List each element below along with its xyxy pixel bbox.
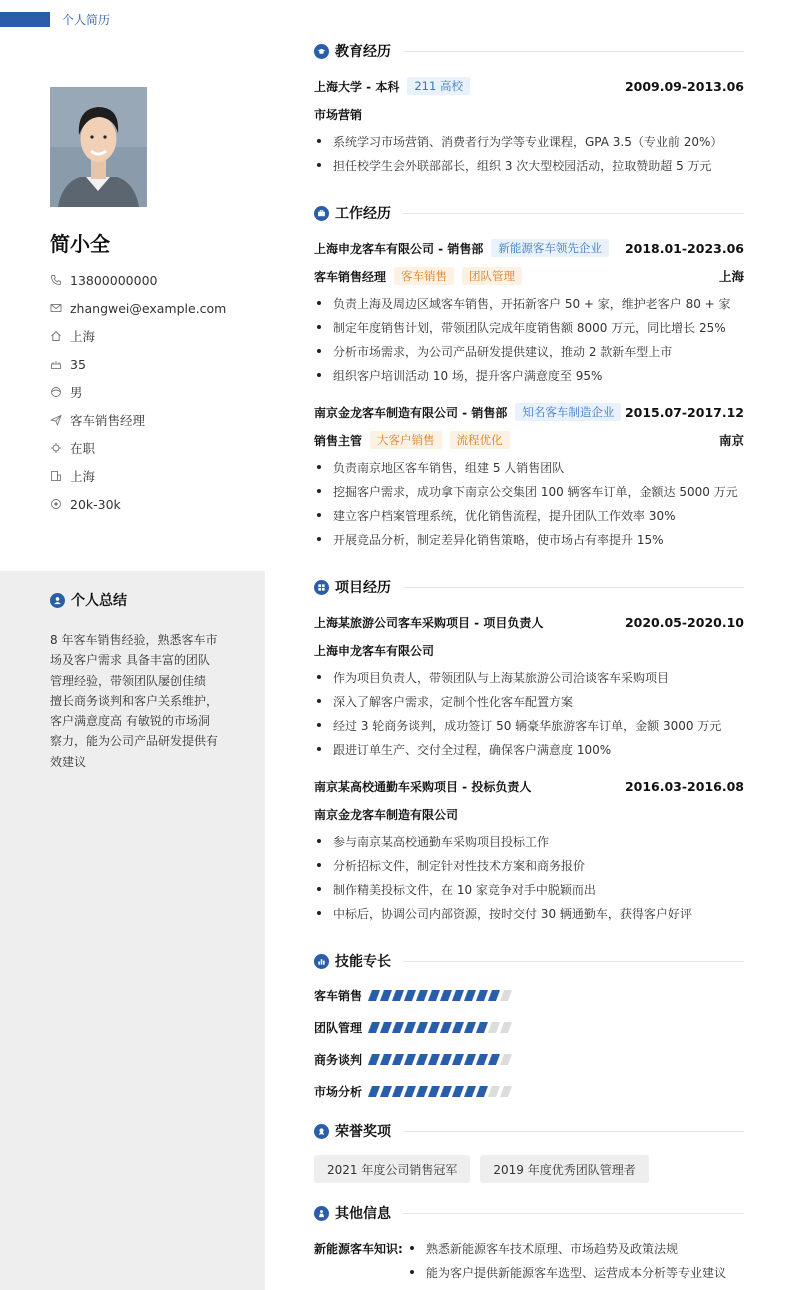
awards-title: 荣誉奖项	[335, 1124, 391, 1140]
skill-level-bar	[370, 1022, 510, 1033]
info-row-salary	[50, 490, 226, 518]
list-item: 熟悉新能源客车技术原理、市场趋势及政策法规	[410, 1236, 726, 1260]
skill-segment-filled	[380, 990, 392, 1001]
list-item: 系统学习市场营销、消费者行为学等专业课程，GPA 3.5（专业前 20%）	[314, 129, 744, 153]
skill-segment-filled	[464, 990, 476, 1001]
projects-title: 项目经历	[335, 580, 391, 596]
job-header-row	[314, 403, 744, 421]
job-company: 南京金龙客车制造有限公司 - 销售部	[314, 405, 508, 420]
info-row-email	[50, 294, 226, 322]
skill-segment-filled	[452, 1054, 464, 1065]
awards-list	[314, 1155, 649, 1183]
skill-row	[314, 1083, 510, 1099]
skill-segment-filled	[368, 1022, 380, 1033]
skill-segment-filled	[392, 1054, 404, 1065]
project-org-row	[314, 641, 744, 659]
info-row-status	[50, 434, 226, 462]
skill-tag: 流程优化	[450, 431, 510, 449]
job-role-row	[314, 431, 744, 449]
other-label: 新能源客车知识:	[314, 1241, 403, 1256]
skill-segment-filled	[440, 990, 452, 1001]
skill-segment-filled	[476, 1086, 488, 1097]
graduation-cap-icon	[314, 44, 329, 59]
work-title: 工作经历	[335, 206, 391, 222]
education-school: 上海大学 - 本科	[314, 79, 400, 94]
education-major-row	[314, 105, 744, 123]
project-name: 上海某旅游公司客车采购项目 - 项目负责人	[314, 615, 544, 630]
skill-segment-filled	[380, 1022, 392, 1033]
skill-segment-empty	[488, 1086, 500, 1097]
skill-segment-filled	[368, 990, 380, 1001]
list-item: 分析市场需求，为公司产品研发提供建议，推动 2 款新车型上市	[314, 339, 744, 363]
skill-row	[314, 1019, 510, 1035]
award-icon	[314, 1124, 329, 1139]
list-item: 经过 3 轮商务谈判，成功签订 50 辆豪华旅游客车订单，金额 3000 万元	[314, 713, 744, 737]
list-item: 作为项目负责人，带领团队与上海某旅游公司洽谈客车采购项目	[314, 665, 744, 689]
summary-text: 8 年客车销售经验，熟悉客车市场及客户需求 具备丰富的团队管理经验，带领团队屡创佳绩 擅长商务谈判和客户关系维护，客户满意度高 有敏锐的市场洞察力，能为公司产品研发提供有效建议	[50, 633, 219, 769]
award-badge: 2019 年度优秀团队管理者	[480, 1155, 648, 1183]
work-section-heading	[314, 203, 744, 223]
award-badge: 2021 年度公司销售冠军	[314, 1155, 470, 1183]
skill-segment-filled	[416, 990, 428, 1001]
header-accent-bar	[0, 12, 50, 27]
personal-summary	[50, 590, 220, 772]
job-role-row	[314, 267, 744, 285]
salary-text: 20k-30k	[70, 496, 121, 512]
resume-header-tag	[0, 12, 110, 27]
gender-text: 男	[70, 385, 83, 400]
skill-segment-empty	[500, 1054, 512, 1065]
skill-segment-filled	[416, 1022, 428, 1033]
list-item: 负责上海及周边区域客车销售，开拓新客户 50 + 家，维护老客户 80 + 家	[314, 291, 744, 315]
skill-segment-filled	[440, 1022, 452, 1033]
skill-segment-filled	[452, 990, 464, 1001]
mail-icon	[50, 302, 62, 314]
list-item: 分析招标文件，制定针对性技术方案和商务报价	[314, 853, 744, 877]
briefcase-icon	[314, 206, 329, 221]
list-item: 负责南京地区客车销售，组建 5 人销售团队	[314, 455, 744, 479]
skill-segment-filled	[464, 1022, 476, 1033]
section-divider	[403, 1213, 744, 1214]
job-date: 2015.07-2017.12	[624, 404, 744, 420]
other-section-heading	[314, 1203, 744, 1223]
project-bullets	[314, 829, 744, 925]
list-item: 制作精美投标文件，在 10 家竞争对手中脱颖而出	[314, 877, 744, 901]
skill-segment-filled	[476, 1022, 488, 1033]
skill-segment-empty	[488, 1022, 500, 1033]
projects-section-heading	[314, 577, 744, 597]
skill-segment-empty	[500, 1022, 512, 1033]
skill-segment-filled	[392, 990, 404, 1001]
summary-heading	[50, 590, 220, 610]
gender-icon	[50, 386, 62, 398]
awards-section-heading	[314, 1121, 744, 1141]
skill-segment-filled	[416, 1086, 428, 1097]
skill-segment-filled	[392, 1086, 404, 1097]
skill-segment-filled	[404, 1086, 416, 1097]
list-item: 建立客户档案管理系统，优化销售流程，提升团队工作效率 30%	[314, 503, 744, 527]
job-role: 销售主管	[314, 433, 363, 448]
job-city: 上海	[718, 269, 744, 284]
skill-name: 商务谈判	[314, 1052, 363, 1067]
skill-segment-filled	[476, 1054, 488, 1065]
skill-row	[314, 1051, 510, 1067]
skill-segment-filled	[488, 1054, 500, 1065]
phone-text: 13800000000	[70, 272, 158, 288]
project-header-row	[314, 613, 744, 631]
send-icon	[50, 414, 62, 426]
skill-segment-filled	[488, 990, 500, 1001]
status-icon	[50, 442, 62, 454]
project-date: 2020.05-2020.10	[624, 614, 744, 630]
project-org: 南京金龙客车制造有限公司	[314, 807, 459, 822]
status-text: 在职	[70, 441, 96, 456]
avatar-illustration	[50, 87, 147, 207]
home-icon	[50, 330, 62, 342]
skill-segment-filled	[404, 1054, 416, 1065]
avatar	[50, 87, 147, 207]
project-header-row	[314, 777, 744, 795]
target-role-text: 客车销售经理	[70, 413, 146, 428]
candidate-name: 简小全	[50, 232, 110, 256]
section-divider	[403, 587, 744, 588]
user-icon	[50, 593, 65, 608]
job-city: 南京	[718, 433, 744, 448]
skill-segment-empty	[500, 1086, 512, 1097]
list-item: 开展竞品分析，制定差异化销售策略，使市场占有率提升 15%	[314, 527, 744, 551]
education-section-heading	[314, 41, 744, 61]
info-row-target-role	[50, 406, 226, 434]
job-header-row	[314, 239, 744, 257]
info-row-age	[50, 350, 226, 378]
list-item: 组织客户培训活动 10 场，提升客户满意度至 95%	[314, 363, 744, 387]
email-text: zhangwei@example.com	[70, 300, 227, 316]
project-bullets	[314, 665, 744, 761]
summary-title: 个人总结	[71, 593, 127, 609]
education-bullets	[314, 129, 744, 177]
section-divider	[403, 961, 744, 962]
skill-segment-filled	[440, 1086, 452, 1097]
list-item: 能为客户提供新能源客车选型、运营成本分析等专业建议	[410, 1260, 726, 1284]
job-bullets	[314, 455, 744, 551]
skill-name: 团队管理	[314, 1020, 363, 1035]
education-header-row	[314, 77, 744, 95]
education-major: 市场营销	[314, 107, 363, 122]
list-item: 挖掘客户需求，成功拿下南京公交集团 100 辆客车订单，金额达 5000 万元	[314, 479, 744, 503]
info-row-phone	[50, 266, 226, 294]
skill-segment-filled	[428, 1022, 440, 1033]
skills-title: 技能专长	[335, 954, 391, 970]
skill-segment-filled	[380, 1054, 392, 1065]
education-title: 教育经历	[335, 44, 391, 60]
list-item: 中标后，协调公司内部资源，按时交付 30 辆通勤车，获得客户好评	[314, 901, 744, 925]
skill-tag: 客车销售	[394, 267, 454, 285]
info-row-city	[50, 462, 226, 490]
skill-segment-filled	[404, 990, 416, 1001]
project-name: 南京某高校通勤车采购项目 - 投标负责人	[314, 779, 532, 794]
grid-icon	[314, 580, 329, 595]
people-icon	[314, 1206, 329, 1221]
skill-segment-filled	[452, 1086, 464, 1097]
info-row-location	[50, 322, 226, 350]
phone-icon	[50, 274, 62, 286]
skill-segment-empty	[500, 990, 512, 1001]
section-divider	[403, 1131, 744, 1132]
company-tag: 知名客车制造企业	[515, 403, 621, 421]
header-tag-label: 个人简历	[62, 13, 111, 27]
other-info	[314, 1236, 726, 1284]
city-text: 上海	[70, 469, 96, 484]
skill-segment-filled	[464, 1086, 476, 1097]
skill-segment-filled	[428, 1086, 440, 1097]
skill-row	[314, 987, 510, 1003]
education-school-tag: 211 高校	[407, 77, 470, 95]
age-text: 35	[70, 356, 86, 372]
skill-segment-filled	[440, 1054, 452, 1065]
section-divider	[403, 51, 744, 52]
job-bullets	[314, 291, 744, 387]
other-title: 其他信息	[335, 1206, 391, 1222]
skill-name: 市场分析	[314, 1084, 363, 1099]
other-bullets	[410, 1236, 726, 1284]
list-item: 担任校学生会外联部部长，组织 3 次大型校园活动，拉取赞助超 5 万元	[314, 153, 744, 177]
skill-segment-filled	[464, 1054, 476, 1065]
age-icon	[50, 358, 62, 370]
skill-segment-filled	[476, 990, 488, 1001]
location-text: 上海	[70, 329, 96, 344]
project-org: 上海申龙客车有限公司	[314, 643, 435, 658]
skill-tag: 团队管理	[462, 267, 522, 285]
list-item: 深入了解客户需求，定制个性化客车配置方案	[314, 689, 744, 713]
skill-tag: 大客户销售	[370, 431, 442, 449]
building-icon	[50, 470, 62, 482]
skill-segment-filled	[404, 1022, 416, 1033]
list-item: 跟进订单生产、交付全过程，确保客户满意度 100%	[314, 737, 744, 761]
skill-segment-filled	[416, 1054, 428, 1065]
skills-section-heading	[314, 951, 744, 971]
company-tag: 新能源客车领先企业	[491, 239, 609, 257]
skill-segment-filled	[380, 1086, 392, 1097]
skill-segment-filled	[392, 1022, 404, 1033]
project-date: 2016.03-2016.08	[624, 778, 744, 794]
skill-segment-filled	[428, 1054, 440, 1065]
skill-segment-filled	[368, 1054, 380, 1065]
education-date: 2009.09-2013.06	[624, 78, 744, 94]
skill-name: 客车销售	[314, 988, 363, 1003]
salary-icon	[50, 498, 62, 510]
skill-level-bar	[370, 1086, 510, 1097]
bar-chart-icon	[314, 954, 329, 969]
info-row-gender	[50, 378, 226, 406]
project-org-row	[314, 805, 744, 823]
list-item: 参与南京某高校通勤车采购项目投标工作	[314, 829, 744, 853]
skill-level-bar	[370, 1054, 510, 1065]
skill-level-bar	[370, 990, 510, 1001]
job-role: 客车销售经理	[314, 269, 387, 284]
job-date: 2018.01-2023.06	[624, 240, 744, 256]
section-divider	[403, 213, 744, 214]
skill-segment-filled	[428, 990, 440, 1001]
skill-segment-filled	[452, 1022, 464, 1033]
list-item: 制定年度销售计划，带领团队完成年度销售额 8000 万元，同比增长 25%	[314, 315, 744, 339]
job-company: 上海申龙客车有限公司 - 销售部	[314, 241, 484, 256]
contact-info-list	[50, 266, 226, 518]
skill-segment-filled	[368, 1086, 380, 1097]
